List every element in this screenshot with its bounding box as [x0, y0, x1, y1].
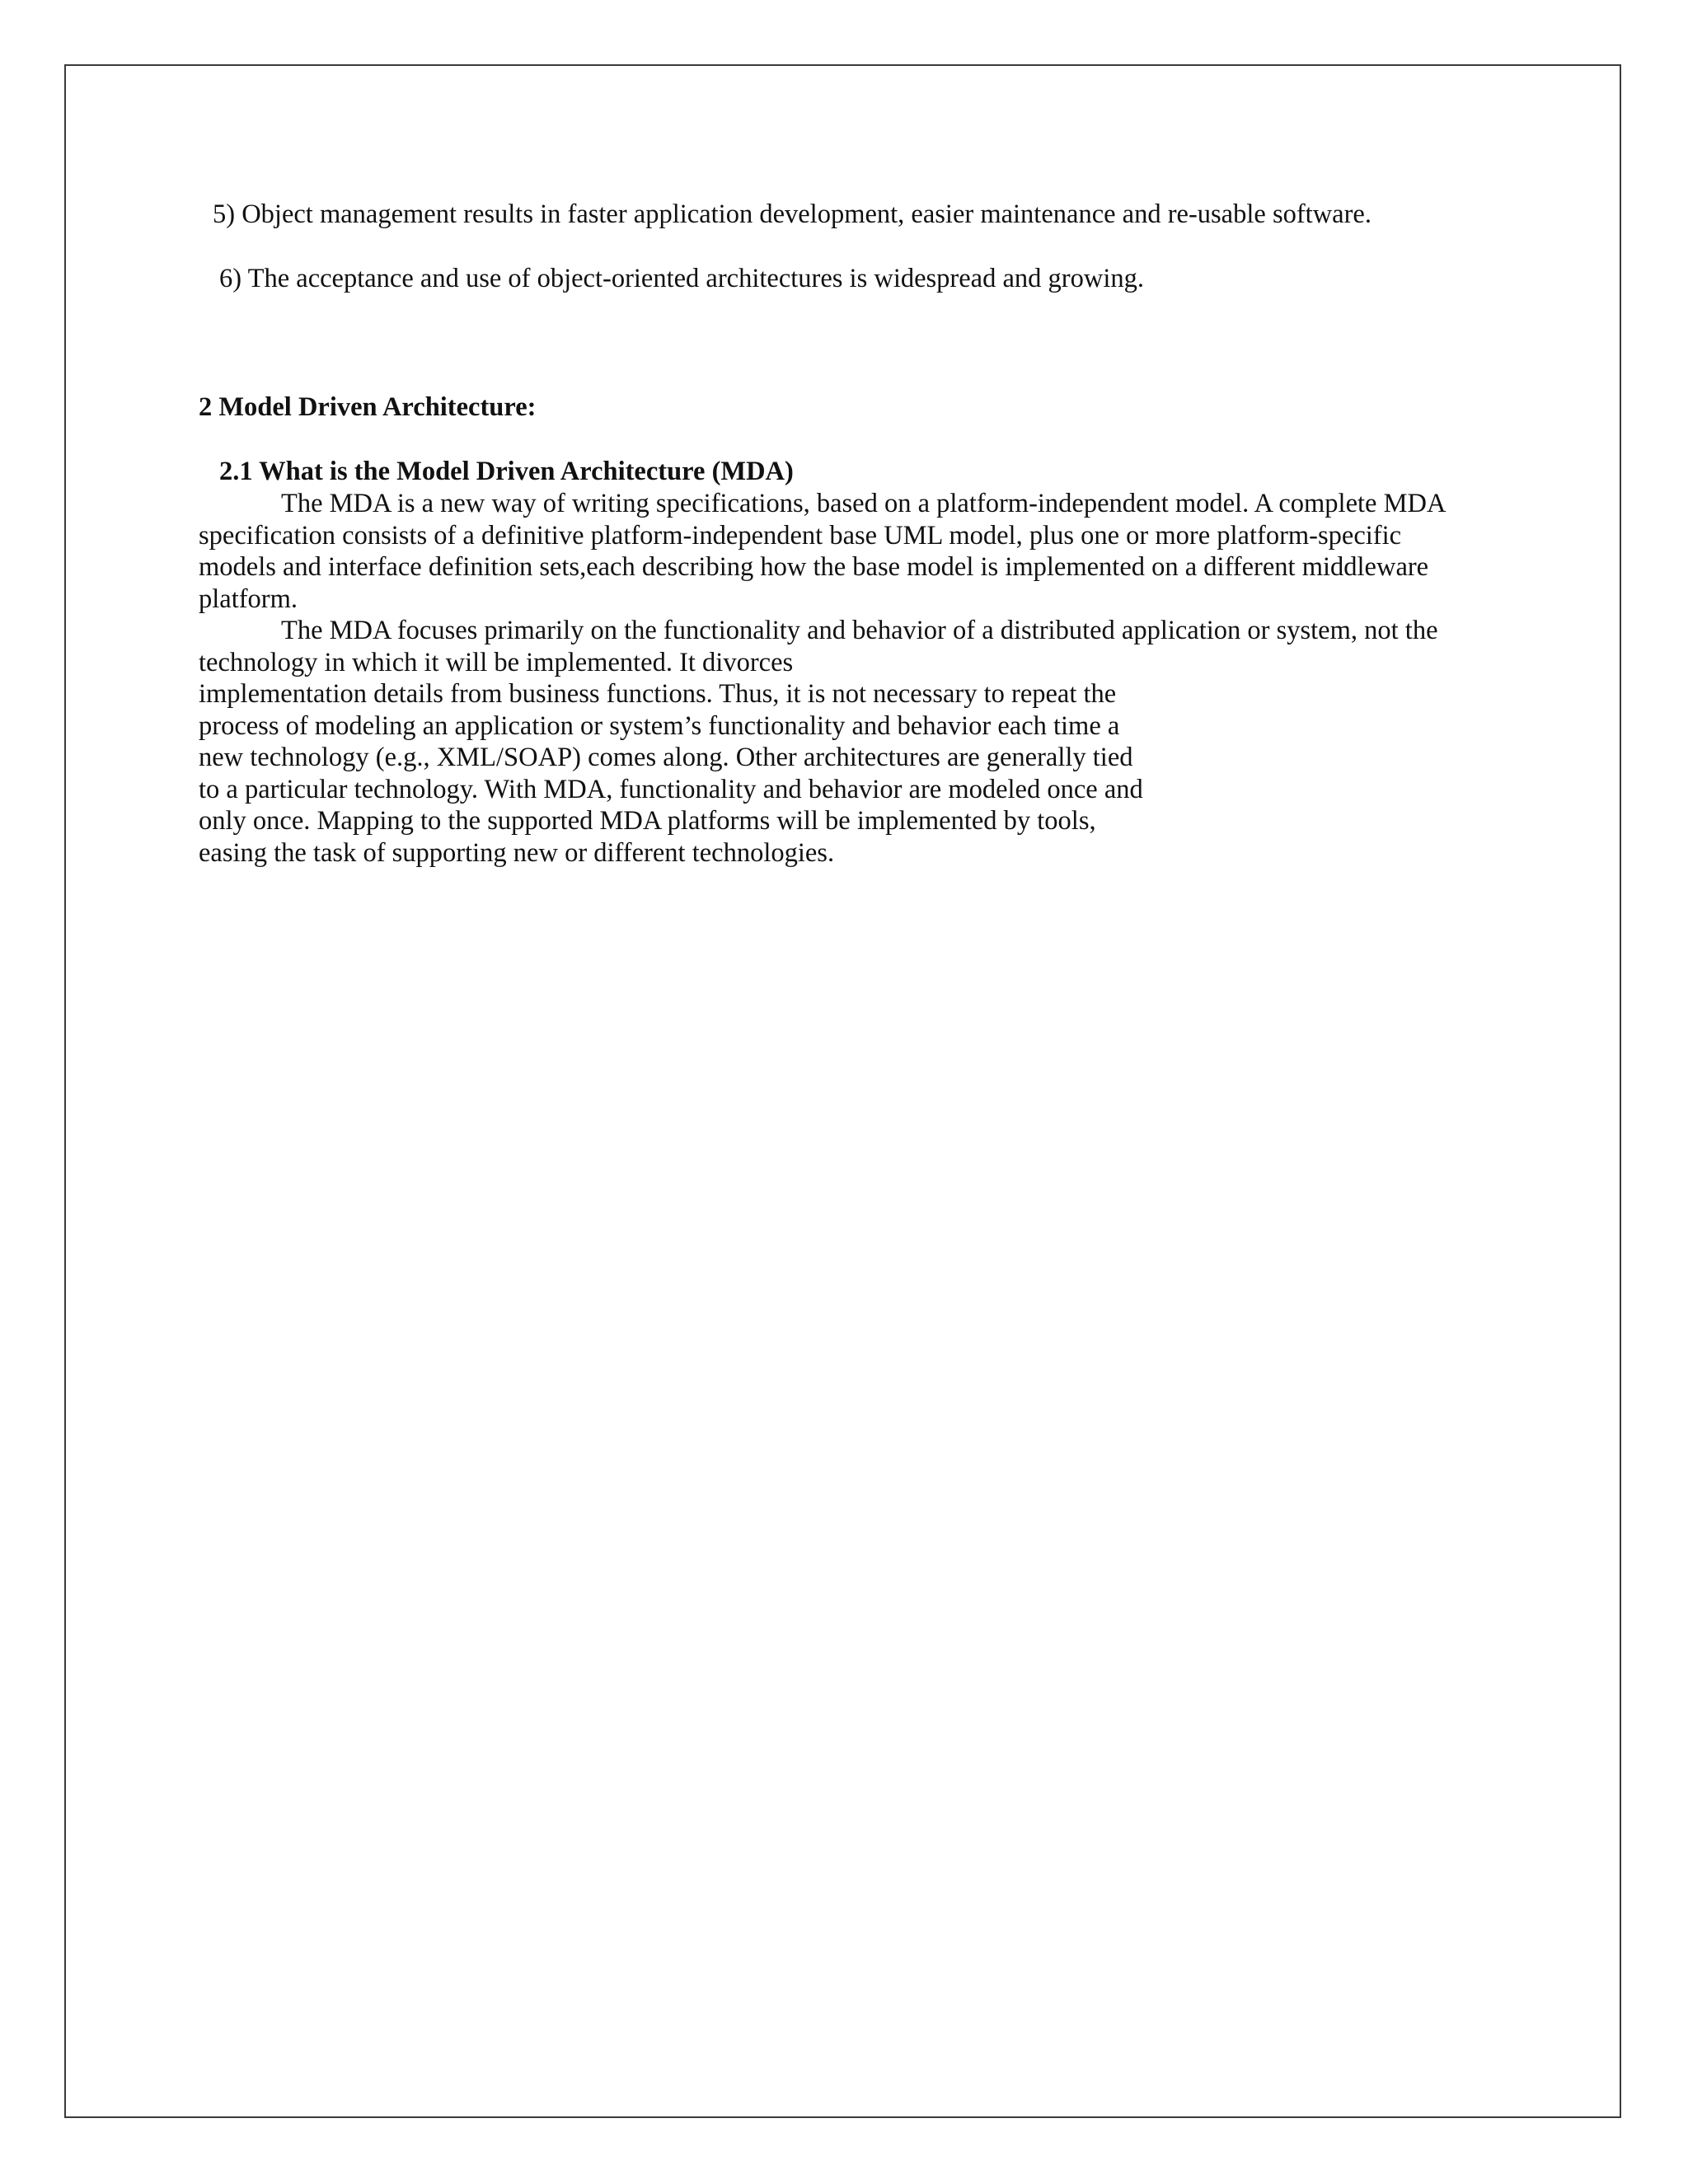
- list-item-6: 6) The acceptance and use of object-oriented architectures is widespread and growing.: [219, 264, 1144, 293]
- paragraph-2-line: to a particular technology. With MDA, functionality and behavior are modeled once and: [199, 775, 1143, 804]
- paragraph-2-line: implementation details from business functions. Thus, it is not necessary to repeat the: [199, 679, 1117, 709]
- paragraph-2-line: The MDA focuses primarily on the functionality and behavior of a distributed application or system, not the: [281, 616, 1438, 645]
- list-item-5: 5) Object management results in faster application development, easier maintenance and re-usable software.: [213, 199, 1372, 229]
- paragraph-2-line: technology in which it will be implemented. It divorces: [199, 648, 794, 677]
- paragraph-1-line: The MDA is a new way of writing specifications, based on a platform-independent model. A complete MDA: [281, 489, 1447, 518]
- page-border: [64, 64, 1621, 2118]
- paragraph-2-line: only once. Mapping to the supported MDA platforms will be implemented by tools,: [199, 806, 1096, 836]
- paragraph-2-line: process of modeling an application or system’s functionality and behavior each time a: [199, 711, 1120, 741]
- paragraph-2-line: new technology (e.g., XML/SOAP) comes along. Other architectures are generally tied: [199, 743, 1133, 772]
- section-heading: 2 Model Driven Architecture:: [199, 392, 537, 422]
- paragraph-1-line: platform.: [199, 584, 298, 614]
- paragraph-2-line: easing the task of supporting new or different technologies.: [199, 838, 835, 868]
- paragraph-1-line: specification consists of a definitive platform-independent base UML model, plus one or more platform-specific: [199, 521, 1402, 551]
- paragraph-1-line: models and interface definition sets,each describing how the base model is implemented on a different middleware: [199, 552, 1429, 582]
- subsection-heading: 2.1 What is the Model Driven Architecture (MDA): [219, 457, 794, 486]
